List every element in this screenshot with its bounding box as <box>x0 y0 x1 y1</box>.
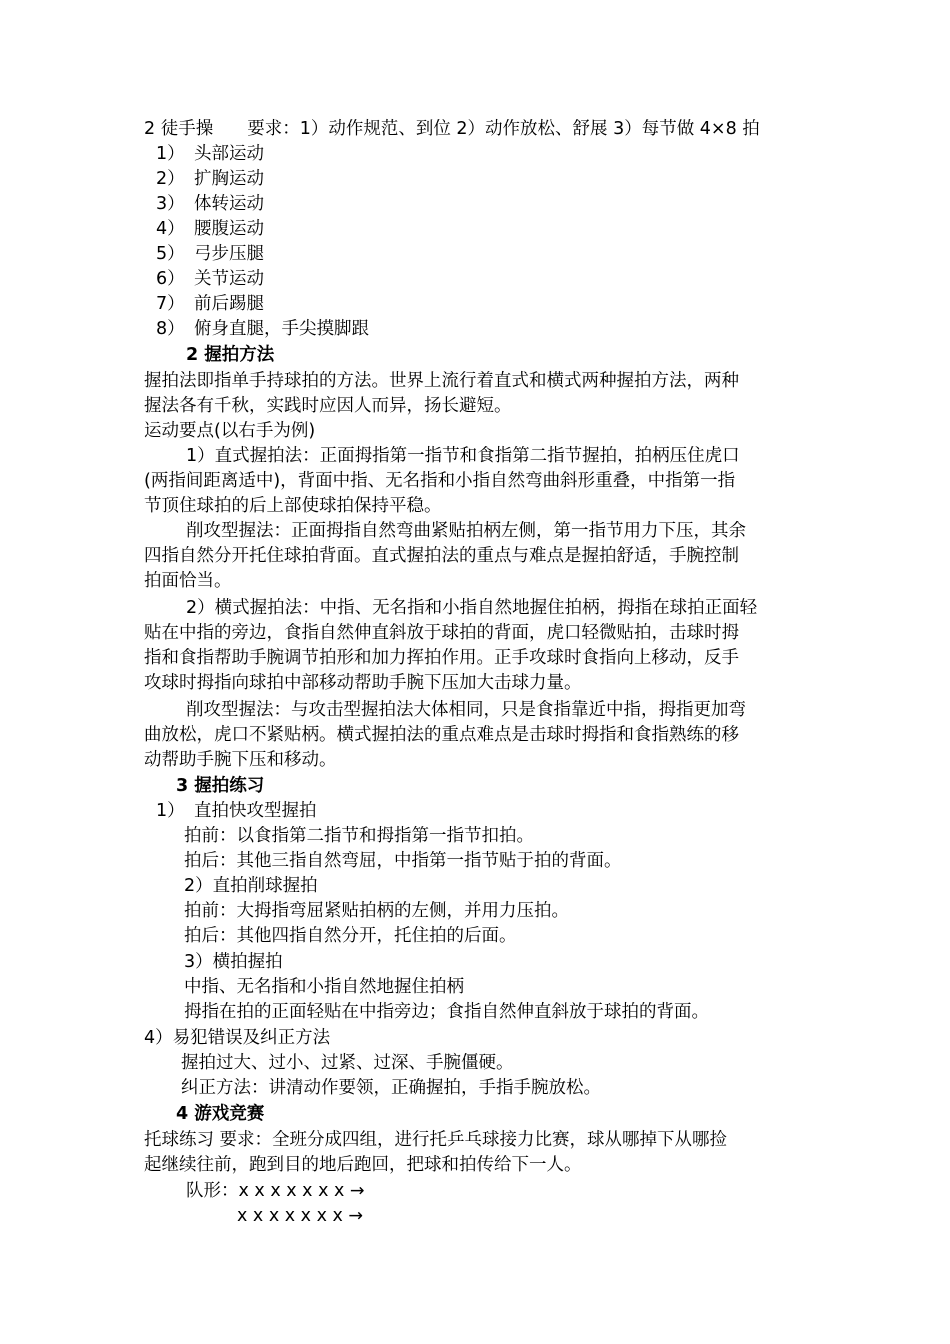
list-item <box>156 242 264 267</box>
list-text: 体转运动 <box>194 194 264 214</box>
list-number: 1） <box>156 801 185 821</box>
paragraph-line: 2）横式握拍法：中指、无名指和小指自然地握住拍柄，拇指在球拍正面轻 <box>186 598 758 618</box>
paragraph-line: 拍后：其他四指自然分开，托住拍的后面。 <box>184 926 517 946</box>
list-item <box>156 799 317 824</box>
paragraph-line: 拍后：其他三指自然弯屈，中指第一指节贴于拍的背面。 <box>184 851 622 871</box>
list-item <box>156 217 264 242</box>
paragraph-line: 指和食指帮助手腕调节拍形和加力挥拍作用。正手攻球时食指向上移动，反手 <box>144 648 739 668</box>
paragraph-line: 拍前：大拇指弯屈紧贴拍柄的左侧，并用力压拍。 <box>184 901 569 921</box>
list-item <box>156 267 264 292</box>
list-number: 1） <box>156 144 185 164</box>
list-text: 头部运动 <box>194 144 264 164</box>
list-text: 前后踢腿 <box>194 294 264 314</box>
list-item <box>156 167 264 192</box>
paragraph-line: 1）直式握拍法：正面拇指第一指节和食指第二指节握拍，拍柄压住虎口 <box>186 446 740 466</box>
list-number: 2） <box>156 169 185 189</box>
paragraph-line: 四指自然分开托住球拍背面。直式握拍法的重点与难点是握拍舒适，手腕控制 <box>144 546 739 566</box>
paragraph-line: 削攻型握法：正面拇指自然弯曲紧贴拍柄左侧，第一指节用力下压，其余 <box>186 521 746 541</box>
list-number: 6） <box>156 269 185 289</box>
list-text: 扩胸运动 <box>194 169 264 189</box>
list-item <box>156 142 264 167</box>
paragraph-line: 起继续往前，跑到目的地后跑回，把球和拍传给下一人。 <box>144 1155 582 1175</box>
paragraph-line: 握拍过大、过小、过紧、过深、手腕僵硬。 <box>181 1053 514 1073</box>
paragraph-line: (两指间距离适中)，背面中指、无名指和小指自然弯曲斜形重叠，中指第一指 <box>144 471 736 491</box>
heading-grip-method: 2 握拍方法 <box>186 345 275 365</box>
section-1-requirements: 要求：1）动作规范、到位 2）动作放松、舒展 3）每节做 4×8 拍 <box>247 119 760 139</box>
list-text: 俯身直腿，手尖摸脚跟 <box>194 319 369 339</box>
paragraph-line: 运动要点(以右手为例) <box>144 421 316 441</box>
list-text: 关节运动 <box>194 269 264 289</box>
paragraph-line: 节顶住球拍的后上部使球拍保持平稳。 <box>144 496 442 516</box>
paragraph-line: 动帮助手腕下压和移动。 <box>144 750 337 770</box>
paragraph-line: 3）横拍握拍 <box>184 952 283 972</box>
list-text: 直拍快攻型握拍 <box>194 801 317 821</box>
paragraph-line: 拍前：以食指第二指节和拇指第一指节扣拍。 <box>184 826 534 846</box>
list-number: 5） <box>156 244 185 264</box>
paragraph-line: 握拍法即指单手持球拍的方法。世界上流行着直式和横式两种握拍方法，两种 <box>144 371 739 391</box>
paragraph-line: 攻球时拇指向球拍中部移动帮助手腕下压加大击球力量。 <box>144 673 582 693</box>
list-item <box>156 192 264 217</box>
formation-line: 队形：x x x x x x x → <box>186 1181 365 1201</box>
paragraph-line: 贴在中指的旁边，食指自然伸直斜放于球拍的背面，虎口轻微贴拍，击球时拇 <box>144 623 739 643</box>
list-number: 4） <box>156 219 185 239</box>
section-1-title: 2 徒手操 <box>144 119 214 139</box>
paragraph-line: 托球练习 要求：全班分成四组，进行托乒乓球接力比赛，球从哪掉下从哪捡 <box>144 1130 728 1150</box>
paragraph-line: 中指、无名指和小指自然地握住拍柄 <box>184 977 464 997</box>
list-number: 8） <box>156 319 185 339</box>
heading-game-competition: 4 游戏竞赛 <box>176 1104 265 1124</box>
paragraph-line: 拍面恰当。 <box>144 571 232 591</box>
paragraph-line: 拇指在拍的正面轻贴在中指旁边；食指自然伸直斜放于球拍的背面。 <box>184 1002 709 1022</box>
list-text: 腰腹运动 <box>194 219 264 239</box>
section-1-line <box>144 117 760 142</box>
formation-line: x x x x x x x → <box>237 1206 364 1226</box>
list-text: 弓步压腿 <box>194 244 264 264</box>
paragraph-line: 曲放松，虎口不紧贴柄。横式握拍法的重点难点是击球时拇指和食指熟练的移 <box>144 725 739 745</box>
list-number: 7） <box>156 294 185 314</box>
paragraph-line: 2）直拍削球握拍 <box>184 876 318 896</box>
paragraph-line: 握法各有千秋，实践时应因人而异，扬长避短。 <box>144 396 512 416</box>
list-number: 3） <box>156 194 185 214</box>
list-item <box>156 292 264 317</box>
list-item <box>156 317 369 342</box>
paragraph-line: 纠正方法：讲清动作要领，正确握拍，手指手腕放松。 <box>181 1078 601 1098</box>
paragraph-line: 削攻型握法：与攻击型握拍法大体相同，只是食指靠近中指，拇指更加弯 <box>186 700 746 720</box>
paragraph-line: 4）易犯错误及纠正方法 <box>144 1028 331 1048</box>
heading-grip-practice: 3 握拍练习 <box>176 776 265 796</box>
